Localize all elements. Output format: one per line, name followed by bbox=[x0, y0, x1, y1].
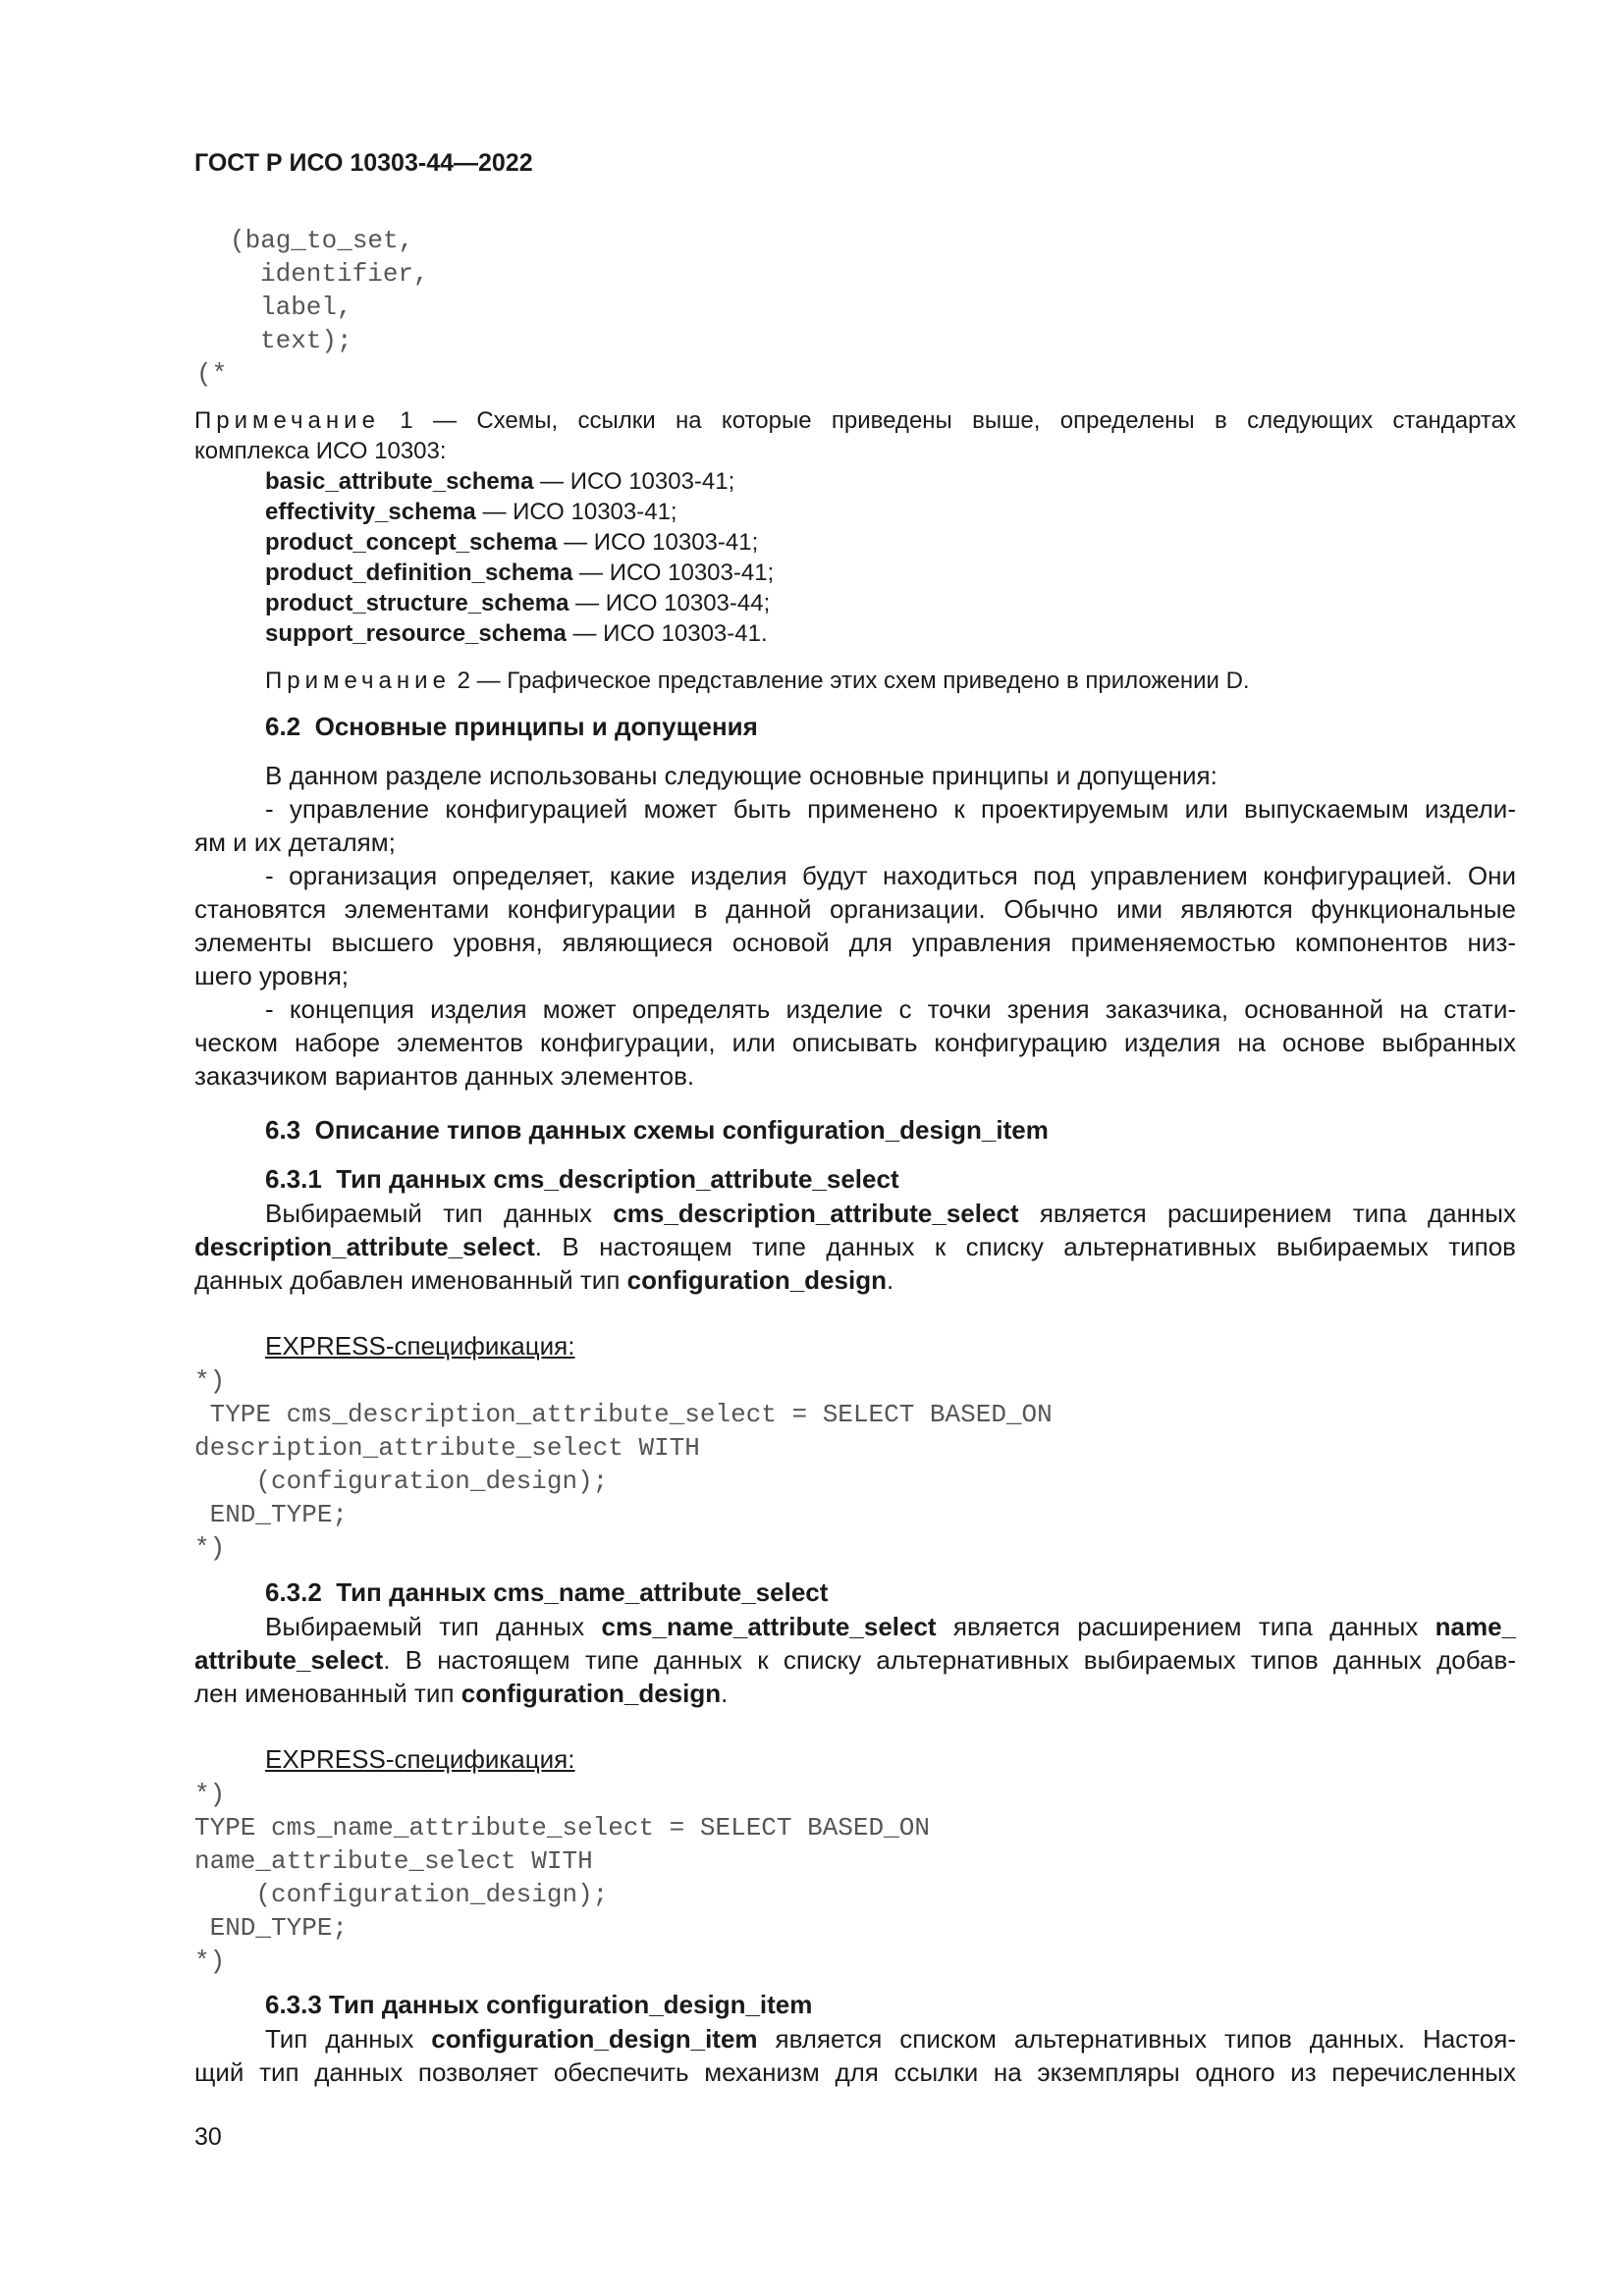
section-6-3-3-heading: 6.3.3 Тип данных configuration_design_item bbox=[265, 1990, 813, 2019]
schema-list-item: product_structure_schema — ИСО 10303-44; bbox=[265, 590, 771, 616]
bullet-line: - управление конфигурацией может быть применено к проектируемым или выпускаемым издели- bbox=[265, 794, 1516, 824]
bullet-line: элементы высшего уровня, являющиеся основой для управления применяемостью компонентов низ- bbox=[194, 928, 1516, 957]
code-line: label, bbox=[260, 293, 352, 322]
code-line: *) bbox=[194, 1533, 226, 1563]
page-header: ГОСТ Р ИСО 10303-44—2022 bbox=[194, 149, 533, 177]
note-1-line: Примечание 1 — Схемы, ссылки на которые приведены выше, определены в следующих стандартах bbox=[194, 407, 1516, 434]
schema-list-item: basic_attribute_schema — ИСО 10303-41; bbox=[265, 468, 735, 495]
paragraph-line: щий тип данных позволяет обеспечить механизм для ссылки на экземпляры одного из перечисленных bbox=[194, 2057, 1516, 2087]
paragraph-line: Тип данных configuration_design_item является списком альтернативных типов данных. Настоя- bbox=[265, 2024, 1516, 2054]
bullet-line: заказчиком вариантов данных элементов. bbox=[194, 1061, 695, 1091]
schema-list-item: product_concept_schema — ИСО 10303-41; bbox=[265, 529, 759, 556]
code-line: description_attribute_select WITH bbox=[194, 1433, 700, 1463]
page-number: 30 bbox=[194, 2123, 222, 2151]
bullet-line: ческом наборе элементов конфигурации, или описывать конфигурацию изделия на основе выбранных bbox=[194, 1028, 1516, 1057]
schema-list-item: effectivity_schema — ИСО 10303-41; bbox=[265, 499, 677, 525]
section-6-2-heading: 6.2 Основные принципы и допущения bbox=[265, 712, 758, 741]
code-line: name_attribute_select WITH bbox=[194, 1846, 593, 1876]
paragraph-line: attribute_select. В настоящем типе данных к списку альтернативных выбираемых типов данных добав- bbox=[194, 1645, 1516, 1675]
express-spec-label: EXPRESS-спецификация: bbox=[265, 1331, 575, 1361]
paragraph-line: Выбираемый тип данных cms_name_attribute_select является расширением типа данных name_ bbox=[265, 1612, 1516, 1641]
paragraph: В данном разделе использованы следующие основные принципы и допущения: bbox=[265, 761, 1218, 790]
note-2-line: Примечание 2 — Графическое представление этих схем приведено в приложении D. bbox=[265, 667, 1250, 694]
code-line: (* bbox=[196, 359, 228, 389]
code-line: identifier, bbox=[260, 259, 429, 289]
code-line: (bag_to_set, bbox=[230, 226, 414, 255]
code-line: END_TYPE; bbox=[194, 1500, 349, 1529]
bullet-line: шего уровня; bbox=[194, 961, 350, 990]
section-6-3-1-heading: 6.3.1 Тип данных cms_description_attribute_select bbox=[265, 1164, 899, 1194]
section-6-3-2-heading: 6.3.2 Тип данных cms_name_attribute_select bbox=[265, 1577, 829, 1607]
bullet-line: - организация определяет, какие изделия будут находиться под управлением конфигурацией. Они bbox=[265, 861, 1516, 890]
paragraph-line: данных добавлен именованный тип configuration_design. bbox=[194, 1265, 894, 1295]
code-line: TYPE cms_name_attribute_select = SELECT BASED_ON bbox=[194, 1813, 930, 1842]
paragraph-line: description_attribute_select. В настоящем типе данных к списку альтернативных выбираемых типов bbox=[194, 1232, 1516, 1261]
code-line: *) bbox=[194, 1947, 226, 1976]
code-line: (configuration_design); bbox=[194, 1880, 609, 1909]
code-line: END_TYPE; bbox=[194, 1913, 349, 1943]
code-line: *) bbox=[194, 1366, 226, 1396]
code-line: text); bbox=[260, 326, 352, 355]
bullet-line: становятся элементами конфигурации в данной организации. Обычно ими являются функциональные bbox=[194, 894, 1516, 924]
section-6-3-heading: 6.3 Описание типов данных схемы configuration_design_item bbox=[265, 1115, 1049, 1145]
paragraph-line: Выбираемый тип данных cms_description_attribute_select является расширением типа данных bbox=[265, 1199, 1516, 1228]
bullet-line: ям и их деталям; bbox=[194, 828, 396, 857]
code-line: TYPE cms_description_attribute_select = SELECT BASED_ON bbox=[194, 1400, 1053, 1429]
code-line: *) bbox=[194, 1780, 226, 1809]
schema-list-item: product_definition_schema — ИСО 10303-41; bbox=[265, 560, 775, 586]
code-line: (configuration_design); bbox=[194, 1467, 609, 1496]
schema-list-item: support_resource_schema — ИСО 10303-41. bbox=[265, 620, 768, 647]
bullet-line: - концепция изделия может определять изделие с точки зрения заказчика, основанной на стати- bbox=[265, 994, 1516, 1024]
express-spec-label: EXPRESS-спецификация: bbox=[265, 1744, 575, 1774]
note-1-cont: комплекса ИСО 10303: bbox=[194, 438, 447, 464]
paragraph-line: лен именованный тип configuration_design. bbox=[194, 1679, 729, 1708]
